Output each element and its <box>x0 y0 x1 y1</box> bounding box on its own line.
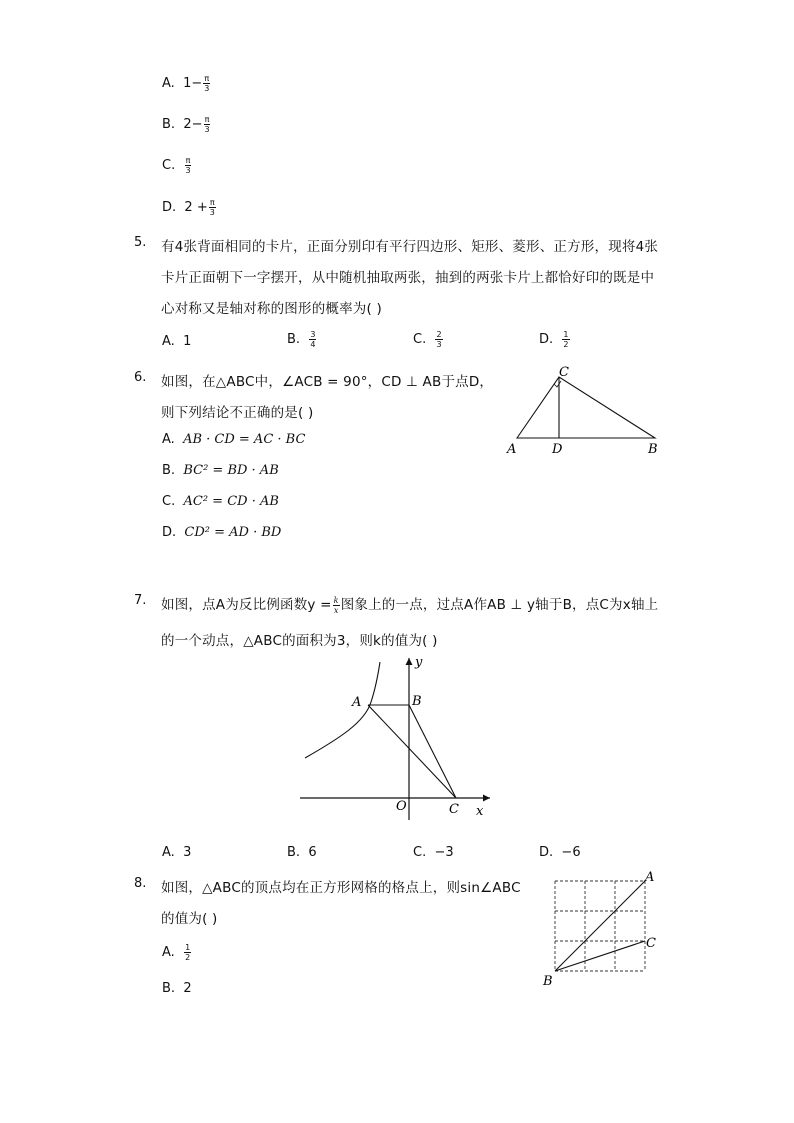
q6-triangle-figure <box>500 360 670 460</box>
fraction: $\frac{\pi}{3}$ <box>204 74 210 93</box>
label-c: C <box>559 365 569 380</box>
option-text: 6 <box>308 845 317 860</box>
q7-option-c <box>413 845 454 860</box>
q5-line-3: 心对称又是轴对称的图形的概率为( ) <box>161 301 382 317</box>
label-b: B <box>543 974 553 989</box>
segment-ba <box>555 881 645 971</box>
q6-number: 6. <box>134 370 147 385</box>
option-text: 1 <box>183 334 192 349</box>
option-text: AC² = CD · AB <box>183 494 279 509</box>
q7-line-1-post: 图象上的一点，过点A作AB ⊥ y轴于B，点C为x轴上 <box>340 597 659 613</box>
option-text: −3 <box>434 845 454 860</box>
fraction-k-over-x: $\frac{k}{x}$ <box>333 595 339 615</box>
q4-option-a <box>162 74 211 93</box>
label-c: C <box>449 802 459 817</box>
label-b: B <box>412 694 422 709</box>
fraction: $\frac{1}{2}$ <box>563 330 569 349</box>
option-letter: A. <box>162 945 175 960</box>
q6-option-c <box>162 494 279 509</box>
label-b: B <box>648 442 658 457</box>
label-x: x <box>476 804 484 819</box>
segment-bc <box>409 705 456 798</box>
q8-grid-figure <box>538 870 668 990</box>
q5-option-b <box>287 330 317 349</box>
option-letter: C. <box>413 845 427 860</box>
hyperbola-branch <box>305 662 380 758</box>
q8-line-2: 的值为( ) <box>161 911 218 927</box>
fraction: $\frac{3}{4}$ <box>310 330 316 349</box>
fraction: $\frac{\pi}{3}$ <box>185 156 191 175</box>
label-o: O <box>396 799 407 814</box>
fraction: $\frac{\pi}{3}$ <box>209 198 215 217</box>
label-a: A <box>507 442 517 457</box>
option-text: AB · CD = AC · BC <box>183 432 306 447</box>
q8-line-1: 如图，△ABC的顶点均在正方形网格的格点上，则sin∠ABC <box>161 880 521 896</box>
option-letter: C. <box>162 494 176 509</box>
option-text: BC² = BD · AB <box>183 463 279 478</box>
option-letter: D. <box>539 332 554 347</box>
fraction: $\frac{1}{2}$ <box>185 943 191 962</box>
q7-number: 7. <box>134 593 147 608</box>
q5-option-d <box>539 330 571 349</box>
segment-ac <box>368 705 456 798</box>
option-prefix: 1− <box>183 76 203 91</box>
q8-number: 8. <box>134 876 147 891</box>
label-d: D <box>552 442 563 457</box>
option-letter: C. <box>413 332 427 347</box>
option-letter: B. <box>162 117 176 132</box>
option-text: 2 <box>183 981 192 996</box>
option-text: CD² = AD · BD <box>184 525 282 540</box>
segment-bc <box>555 941 645 971</box>
option-prefix: 2− <box>183 117 203 132</box>
label-c: C <box>646 936 656 951</box>
option-letter: C. <box>162 158 176 173</box>
option-letter: B. <box>287 845 301 860</box>
option-prefix: 2 + <box>184 200 208 215</box>
label-a: A <box>352 695 362 710</box>
option-letter: D. <box>162 200 177 215</box>
q5-number: 5. <box>134 235 147 250</box>
q7-line-1-pre: 如图，点A为反比例函数y = <box>161 597 332 613</box>
fraction: $\frac{2}{3}$ <box>436 330 442 349</box>
option-text: −6 <box>561 845 581 860</box>
q6-line-2: 则下列结论不正确的是( ) <box>161 405 314 421</box>
q7-option-d <box>539 845 581 860</box>
label-y: y <box>415 655 423 670</box>
q7-graph-figure <box>295 650 505 825</box>
q7-option-a <box>162 845 191 860</box>
q6-option-d <box>162 525 281 540</box>
option-letter: A. <box>162 76 175 91</box>
q6-option-a <box>162 432 305 447</box>
q7-line-1 <box>161 593 658 615</box>
fraction: $\frac{\pi}{3}$ <box>204 115 210 134</box>
triangle-abc <box>517 377 655 438</box>
option-text: 3 <box>183 845 192 860</box>
q7-option-b <box>287 845 317 860</box>
q5-line-1: 有4张背面相同的卡片，正面分别印有平行四边形、矩形、菱形、正方形，现将4张 <box>161 239 659 255</box>
option-letter: B. <box>287 332 301 347</box>
option-letter: A. <box>162 845 175 860</box>
q6-option-b <box>162 463 279 478</box>
q6-line-1: 如图，在△ABC中，∠ACB = 90°，CD ⊥ AB于点D， <box>161 374 494 390</box>
q7-line-2: 的一个动点，△ABC的面积为3，则k的值为( ) <box>161 633 438 649</box>
q4-option-b <box>162 115 212 134</box>
q4-option-d <box>162 198 217 217</box>
q5-option-a <box>162 334 191 349</box>
option-letter: A. <box>162 334 175 349</box>
option-letter: B. <box>162 463 176 478</box>
option-letter: B. <box>162 981 176 996</box>
q5-option-c <box>413 330 444 349</box>
q4-option-c <box>162 156 193 175</box>
label-a: A <box>645 870 655 885</box>
q8-option-a <box>162 943 192 962</box>
q5-line-2: 卡片正面朝下一字摆开，从中随机抽取两张，抽到的两张卡片上都恰好印的既是中 <box>161 270 655 286</box>
option-letter: D. <box>539 845 554 860</box>
q8-option-b <box>162 981 192 996</box>
option-letter: D. <box>162 525 177 540</box>
option-letter: A. <box>162 432 175 447</box>
